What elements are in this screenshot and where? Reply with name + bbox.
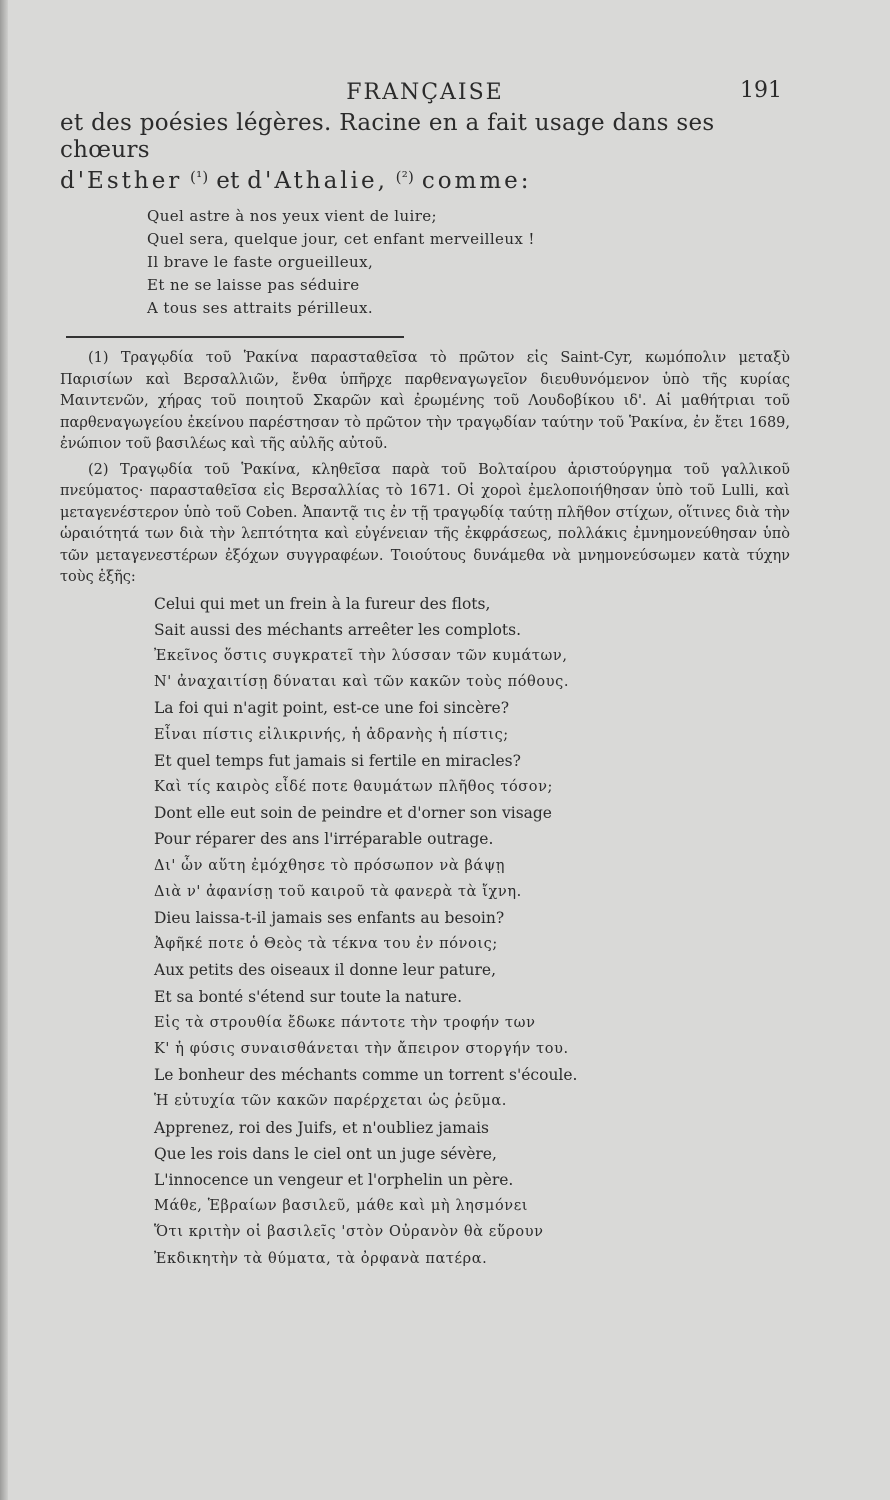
verse-line-french: Dieu laissa-t-il jamais ses enfants au besoin?: [154, 908, 505, 927]
footnote-2: (2) Τραγῳδία τοῦ Ῥακίνα, κληθεῖσα παρὰ τοῦ Βολταίρου ἀριστούργημα τοῦ γαλλικοῦ πνεύματος· παρασταθεῖσα εἰς Βερσαλλίας τὸ 1671. Οἱ χοροὶ ἐμελοποιήθησαν ὑπὸ τοῦ Lulli, καὶ μεταγενέστερον ὑπὸ τοῦ Coben. Ἀπαντᾷ τις ἐν τῇ τραγῳδίᾳ ταύτῃ πλῆθον στίχων, οἵτινες διὰ τὴν ὡραιότητά των διὰ τὴν λεπτότητα καὶ εὐγένειαν τῆς ἐκφράσεως, πολλάκις ἐμνημονεύθησαν ὑπὸ τῶν μεταγενεστέρων ἐξόχων συγγραφέων. Τοιούτους δυνάμεθα νὰ μνημονεύσωμεν κατὰ τύχην τοὺς ἑξῆς:: [60, 461, 790, 585]
footnote-ref-1: (¹): [189, 168, 209, 186]
footnote-1: (1) Τραγῳδία τοῦ Ῥακίνα παρασταθεῖσα τὸ πρῶτον εἰς Saint-Cyr, κωμόπολιν μεταξὺ Παρισίων καὶ Βερσαλλιῶν, ἔνθα ὑπῆρχε παρθεναγωγεῖον διευθυνόμενον ὑπὸ τῆς κυρίας Μαιντενῶν, χήρας τοῦ ποιητοῦ Σκαρῶν καὶ ἐρωμένης τοῦ Λουδοβίκου ιδ'. Αἱ μαθήτριαι τοῦ παρθεναγωγείου ἐκείνου παρέστησαν τὸ πρῶτον τὴν τραγῳδίαν ταύτην τοῦ Ῥακίνα, ἐν ἔτει 1689, ἐνώπιον τοῦ βασιλέως καὶ τῆς αὐλῆς αὐτοῦ.: [60, 350, 790, 452]
verse-line-french: Le bonheur des méchants comme un torrent s'écoule.: [154, 1066, 578, 1085]
verse-line-french: Pour réparer des ans l'irréparable outrage.: [154, 830, 494, 849]
verse-line-french: Aux petits des oiseaux il donne leur pature,: [154, 961, 497, 980]
verse-line-greek: Ἐκδικητὴν τὰ θύματα, τὰ ὀρφανὰ πατέρα.: [154, 1250, 488, 1267]
verse-line-french: Apprenez, roi des Juifs, et n'oubliez jamais: [154, 1118, 489, 1137]
poem-line: Et ne se laisse pas séduire: [147, 276, 360, 294]
poem-line: A tous ses attraits périlleux.: [147, 299, 374, 317]
intro-line-1: et des poésies légères. Racine en a fait usage dans ses chœurs: [60, 110, 715, 163]
intro-line-2: [60, 164, 790, 195]
title-esther: d'Esther: [60, 168, 183, 194]
title-athalie: d'Athalie,: [247, 168, 388, 194]
verse-line-greek: Εἶναι πίστις εἰλικρινής, ἡ ἀδρανὴς ἡ πίστις;: [154, 726, 509, 743]
verse-line-french: La foi qui n'agit point, est-ce une foi sincère?: [154, 699, 510, 718]
footnote-separator: [66, 336, 404, 338]
verse-line-french: Et sa bonté s'étend sur toute la nature.: [154, 987, 462, 1006]
poem-line: Il brave le faste orgueilleux,: [147, 253, 374, 271]
page-binding-edge: [0, 0, 8, 1500]
running-head: [60, 70, 790, 110]
verse-line-greek: Κ' ἡ φύσις συναισθάνεται τὴν ἄπειρον στοργήν του.: [154, 1040, 569, 1057]
footnote-ref-2: (²): [395, 168, 415, 186]
verse-line-french: Que les rois dans le ciel ont un juge sévère,: [154, 1144, 497, 1163]
verse-line-greek: Διὰ ν' ἀφανίσῃ τοῦ καιροῦ τὰ φανερὰ τὰ ἴχνη.: [154, 883, 522, 900]
intro-comme: comme:: [421, 168, 532, 194]
verse-line-greek: N' ἀναχαιτίσῃ δύναται καὶ τῶν κακῶν τοὺς πόθους.: [154, 674, 570, 691]
verse-line-greek: Δι' ὧν αὕτη ἐμόχθησε τὸ πρόσωπον νὰ βάψῃ: [154, 857, 506, 874]
intro-et: et: [216, 168, 240, 194]
book-page: [60, 70, 790, 1272]
poem-line: Quel astre à nos yeux vient de luire;: [147, 207, 437, 225]
verse-line-french: Celui qui met un frein à la fureur des flots,: [154, 594, 491, 613]
verse-line-french: Dont elle eut soin de peindre et d'orner son visage: [154, 804, 552, 823]
verse-line-greek: Μάθε, Ἑβραίων βασιλεῦ, μάθε καὶ μὴ λησμόνει: [154, 1198, 529, 1215]
running-title: FRANÇAISE: [346, 80, 504, 105]
verse-line-greek: Καὶ τίς καιρὸς εἶδέ ποτε θαυμάτων πλῆθος τόσον;: [154, 778, 554, 795]
verse-line-greek: Ὅτι κριτὴν οἱ βασιλεῖς 'στὸν Οὐρανὸν θὰ εὕρουν: [154, 1224, 544, 1241]
intro-paragraph: [60, 110, 790, 195]
verse-translations: [154, 591, 790, 1272]
poem-line: Quel sera, quelque jour, cet enfant merveilleux !: [147, 230, 535, 248]
verse-line-french: Et quel temps fut jamais si fertile en miracles?: [154, 751, 521, 770]
verse-line-greek: Ἀφῆκέ ποτε ὁ Θεὸς τὰ τέκνα του ἐν πόνοις;: [154, 936, 498, 953]
verse-line-greek: Ἡ εὐτυχία τῶν κακῶν παρέρχεται ὡς ῥεῦμα.: [154, 1093, 507, 1110]
verse-line-french: L'innocence un vengeur et l'orphelin un père.: [154, 1170, 514, 1189]
verse-line-greek: Εἰς τὰ στρουθία ἔδωκε πάντοτε τὴν τροφήν των: [154, 1014, 536, 1031]
quoted-poem: [147, 205, 790, 320]
verse-line-french: Sait aussi des méchants arreêter les complots.: [154, 620, 522, 639]
verse-line-greek: Ἐκεῖνος ὅστις συγκρατεῖ τὴν λύσσαν τῶν κυμάτων,: [154, 647, 568, 664]
page-number: 191: [740, 78, 782, 103]
